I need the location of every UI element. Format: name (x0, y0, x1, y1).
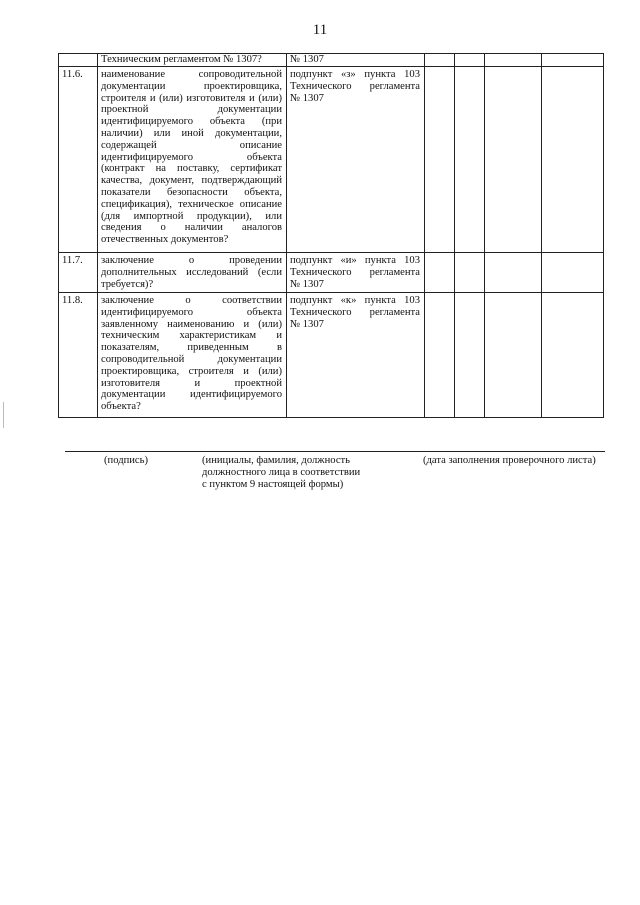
row-divider (58, 252, 604, 253)
table-border-left (58, 53, 59, 418)
name-caption (202, 455, 360, 490)
description-line: техническим характеристикам и (101, 330, 282, 342)
description-line: строителя и (или) изготовителя и (или) (101, 92, 282, 104)
column-divider (424, 53, 425, 418)
checklist-table (58, 53, 604, 418)
row-number: 11.8. (62, 295, 83, 306)
description-line: показатели безопасности объекта, (101, 186, 282, 198)
description-line: дополнительных исследований (если (101, 266, 282, 278)
description-line: документации проектировщика, (101, 80, 282, 92)
scan-artifact (3, 402, 4, 428)
description-line: наличии) или иной документации, (101, 127, 282, 139)
name-caption-line: (инициалы, фамилия, должность (202, 455, 350, 466)
row-reference (290, 69, 420, 104)
column-divider (484, 53, 485, 418)
table-border-right (603, 53, 604, 418)
name-caption-line: должностного лица в соответствии (202, 466, 361, 478)
description-line: идентифицируемого объекта (при (101, 116, 282, 128)
row-number: 11.7. (62, 255, 83, 266)
reference-line: № 1307 (290, 92, 324, 104)
table-row-carry-description: Техническим регламентом № 1307? (101, 54, 262, 65)
description-line: наименование сопроводительной (101, 69, 282, 80)
table-row-carry-reference: № 1307 (290, 54, 324, 65)
description-line: заявленному наименованию и (или) (101, 318, 282, 330)
date-caption: (дата заполнения проверочного листа) (423, 455, 596, 466)
row-reference (290, 295, 420, 330)
description-line: (для импортной продукции), или (101, 210, 282, 222)
row-description (101, 255, 282, 290)
reference-line: № 1307 (290, 278, 324, 290)
description-line: заключение о соответствии (101, 295, 282, 306)
row-description (101, 295, 282, 413)
row-number: 11.6. (62, 69, 83, 80)
description-line: проектной документации (101, 104, 282, 116)
description-line: объекта? (101, 401, 141, 413)
description-line: (контракт на поставку, сертификат (101, 163, 282, 175)
column-divider (454, 53, 455, 418)
description-line: сопроводительной документации (101, 353, 282, 365)
reference-line: подпункт «к» пункта 103 (290, 295, 420, 306)
row-description (101, 69, 282, 246)
column-divider (286, 53, 287, 418)
reference-line: подпункт «з» пункта 103 (290, 69, 420, 80)
name-caption-line: с пунктом 9 настоящей формы) (202, 478, 344, 490)
signature-caption: (подпись) (104, 455, 148, 466)
reference-line: Технического регламента (290, 266, 420, 278)
row-divider (58, 292, 604, 293)
description-line: изготовителя и проектной (101, 377, 282, 389)
reference-line: Технического регламента (290, 80, 420, 92)
row-divider (58, 66, 604, 67)
description-line: качества, документ, подтверждающий (101, 175, 282, 187)
description-line: отечественных документов? (101, 234, 229, 246)
signature-line (65, 451, 605, 452)
reference-line: подпункт «и» пункта 103 (290, 255, 420, 266)
page-number: 11 (312, 22, 328, 38)
description-line: идентифицируемого объекта (101, 151, 282, 163)
row-reference (290, 255, 420, 290)
reference-line: Технического регламента (290, 306, 420, 318)
description-line: содержащей описание (101, 139, 282, 151)
description-line: заключение о проведении (101, 255, 282, 266)
description-line: показателям, приведенным в (101, 342, 282, 354)
description-line: требуется)? (101, 278, 154, 290)
column-divider (541, 53, 542, 418)
description-line: проектировщика, строителя и (или) (101, 365, 282, 377)
table-border-bottom (58, 417, 604, 418)
description-line: сведения о наличии аналогов (101, 222, 282, 234)
description-line: идентифицируемого объекта (101, 306, 282, 318)
description-line: документации идентифицируемого (101, 389, 282, 401)
reference-line: № 1307 (290, 318, 324, 330)
column-divider (97, 53, 98, 418)
description-line: спецификация), техническое описание (101, 198, 282, 210)
